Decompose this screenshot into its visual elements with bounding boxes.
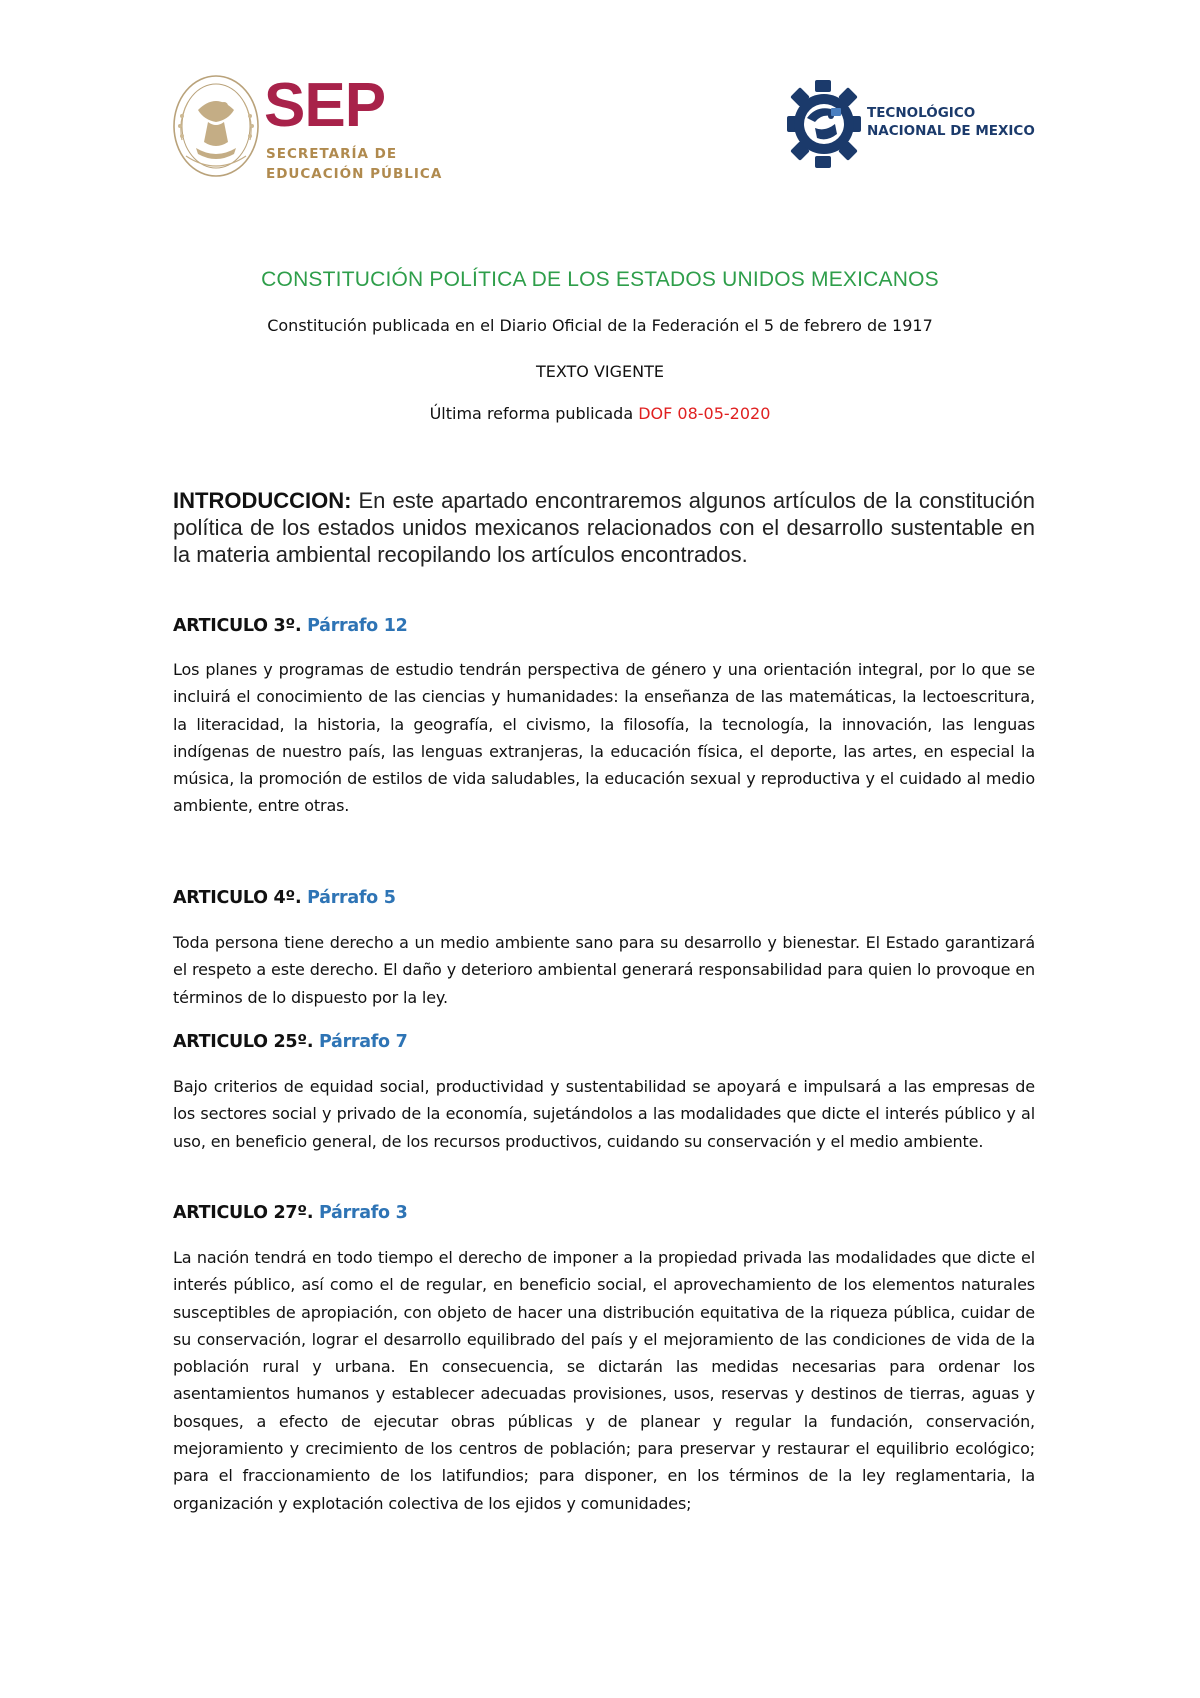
sep-fullname [266,144,442,184]
sep-fullname-line1: SECRETARÍA DE [266,146,398,162]
sep-logo [168,70,443,190]
article-number: ARTICULO 25º. [173,1032,314,1052]
paragraph-reference: Párrafo 7 [319,1032,408,1052]
article-text: Toda persona tiene derecho a un medio ambiente sano para su desarrollo y bienestar. El Estado garantizará el respeto a este derecho. El daño y deterioro ambiental generará responsabilidad para quien lo provoque en términos de lo dispuesto por la ley. [173,933,1035,1007]
tecnm-wordmark [867,104,1035,140]
document-title: CONSTITUCIÓN POLÍTICA DE LOS ESTADOS UNIDOS MEXICANOS [261,268,939,291]
tecnm-line2: NACIONAL DE MEXICO [867,123,1035,139]
paragraph-reference: Párrafo 12 [307,616,408,636]
document-subtitle: Constitución publicada en el Diario Oficial de la Federación el 5 de febrero de 1917 [267,316,933,335]
article-text: La nación tendrá en todo tiempo el derecho de imponer a la propiedad privada las modalidades que dicte el interés público, así como el de regular, en beneficio social, el aprovechamiento de los elementos naturales susceptibles de apropiación, con objeto de hacer una distribución equitativa de la riqueza pública, cuidar de su conservación, lograr el desarrollo equilibrado del país y el mejoramiento de las condiciones de vida de la población rural y urbana. En consecuencia, se dictarán las medidas necesarias para ordenar los asentamientos humanos y establecer adecuadas provisiones, usos, reservas y destinos de tierras, aguas y bosques, a efecto de ejecutar obras públicas y de planear y regular la fundación, conservación, mejoramiento y crecimiento de los centros de población; para preservar y restaurar el equilibrio ecológico; para el fraccionamiento de los latifundios; para disponer, en los términos de la ley reglamentaria, la organización y explotación colectiva de los ejidos y comunidades; [173,1248,1035,1513]
article-text: Los planes y programas de estudio tendrán perspectiva de género y una orientación integral, por lo que se incluirá el conocimiento de las ciencias y humanidades: la enseñanza de las matemáticas, la lectoescritura, la literacidad, la historia, la geografía, el civismo, la filosofía, la tecnología, la innovación, las lenguas indígenas de nuestro país, las lenguas extranjeras, la educación física, el deporte, las artes, en especial la música, la promoción de estilos de vida saludables, la educación sexual y reproductiva y el cuidado al medio ambiente, entre otras. [173,660,1035,816]
article-heading [173,888,396,908]
article-heading [173,1203,407,1223]
introduction-text: En este apartado encontraremos algunos artículos de la constitución política de los estados unidos mexicanos relacionados con el desarrollo sustentable en la materia ambiental recopilando los artículos encontrados. [173,488,1035,567]
introduction-label: INTRODUCCION: [173,488,352,513]
sep-acronym: SEP [264,71,386,140]
tecnm-logo [785,78,1045,170]
article-text: Bajo criterios de equidad social, productividad y sustentabilidad se apoyará e impulsará a las empresas de los sectores social y privado de la economía, sujetándolos a las modalidades que dicte el interés público y al uso, en beneficio general, de los recursos productivos, cuidando su conservación y el medio ambiente. [173,1077,1035,1151]
paragraph-reference: Párrafo 3 [319,1203,408,1223]
sep-wordmark [264,70,444,190]
gear-eagle-emblem-icon [785,78,863,170]
article-heading [173,1032,407,1052]
sep-fullname-line2: EDUCACIÓN PÚBLICA [266,166,443,182]
last-reform-line [0,404,1200,423]
mexican-coat-of-arms-seal-icon [168,70,264,182]
article-number: ARTICULO 27º. [173,1203,314,1223]
article-number: ARTICULO 4º. [173,888,302,908]
last-reform-label: Última reforma publicada [429,404,639,423]
introduction-paragraph [173,487,1035,568]
tecnm-line1: TECNOLÓGICO [867,105,976,121]
article-heading [173,616,407,636]
document-status: TEXTO VIGENTE [535,362,665,381]
article-number: ARTICULO 3º. [173,616,302,636]
paragraph-reference: Párrafo 5 [307,888,396,908]
last-reform-value: DOF 08-05-2020 [638,404,771,423]
